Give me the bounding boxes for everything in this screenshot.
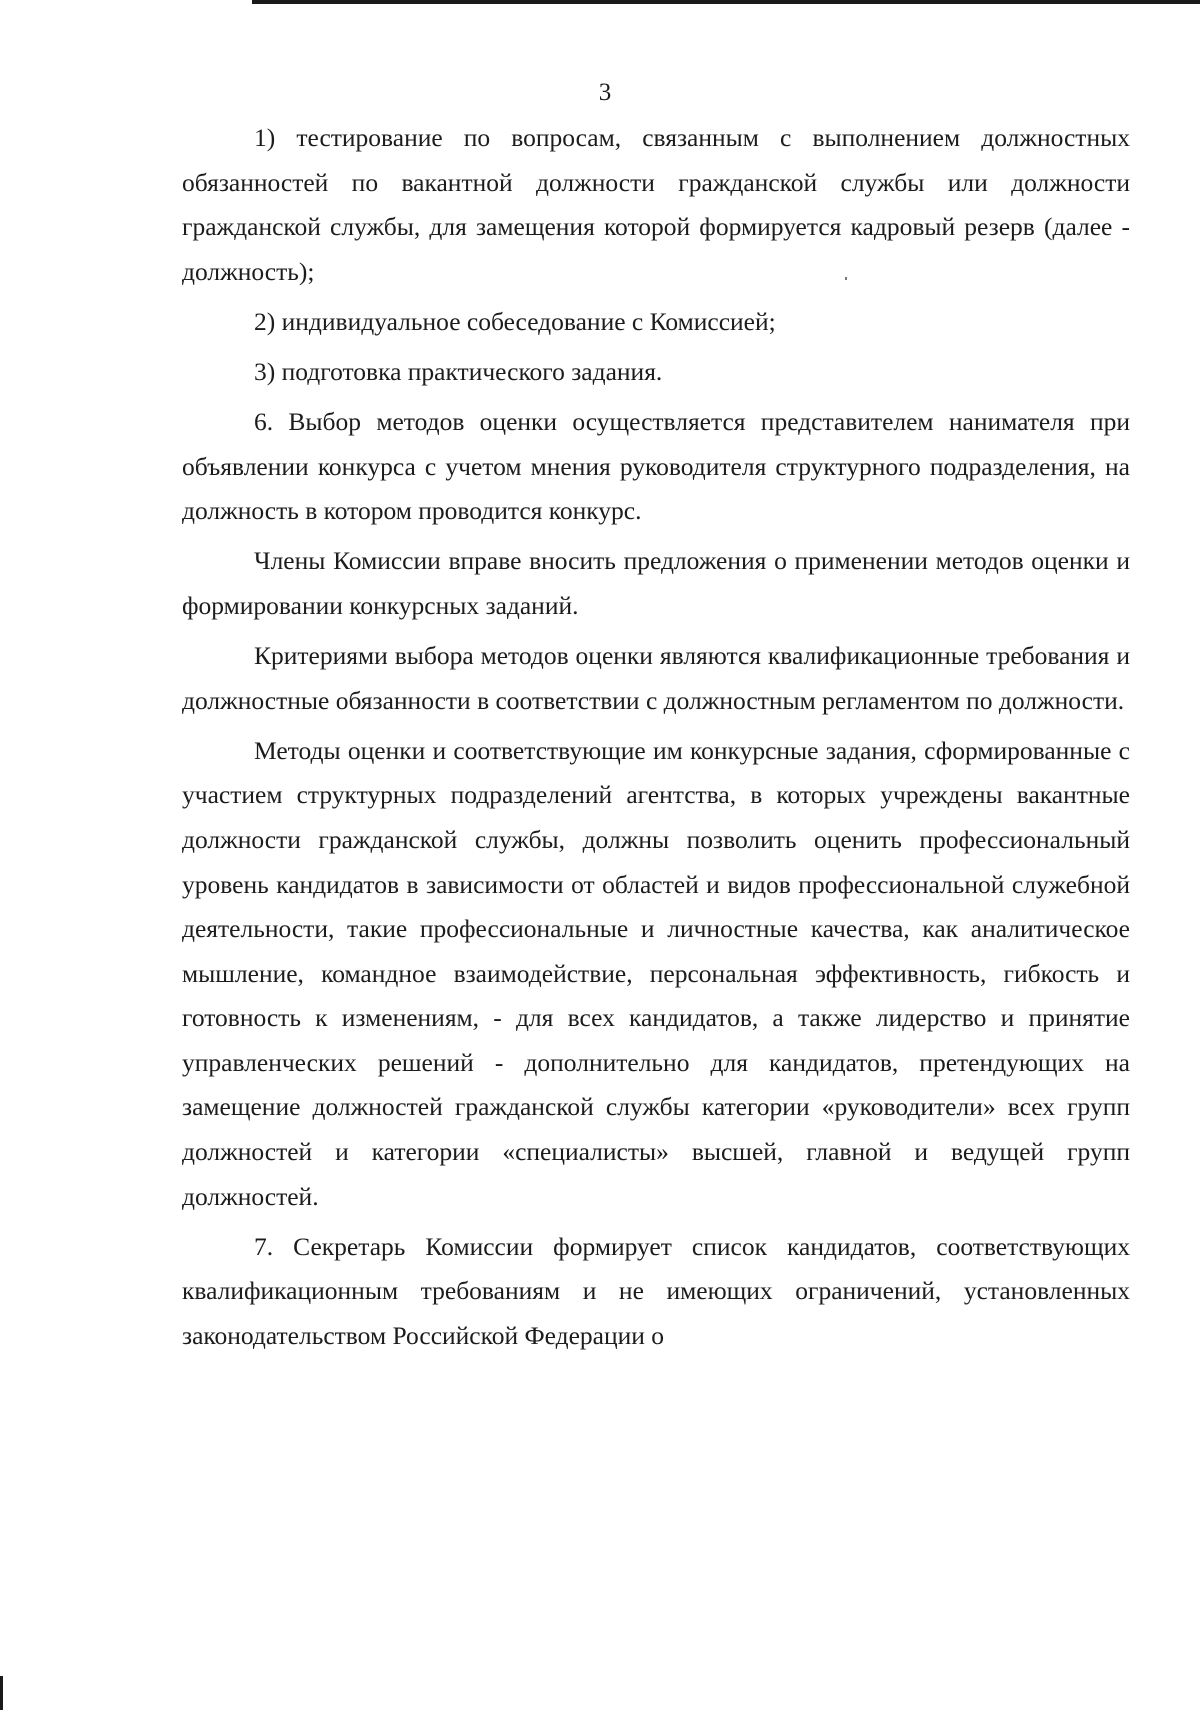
paragraph-assessment-methods: Методы оценки и соответствующие им конкурсные задания, сформированные с участием структурных подразделений агентства, в которых учреждены вакантные должности гражданской службы, должны позволить оценить профессиональный уровень кандидатов в зависимости от областей и видов профессиональной служебной деятельности, такие профессиональные и личностные качества, как аналитическое мышление, командное взаимодействие, персональная эффективность, гибкость и готовность к изменениям, - для всех кандидатов, а также лидерство и принятие управленческих решений - дополнительно для кандидатов, претендующих на замещение должностей гражданской службы категории «руководители» всех групп должностей и категории «специалисты» высшей, главной и ведущей групп должностей. <box>182 735 1130 1211</box>
clause-7-candidate-list: 7. Секретарь Комиссии формирует список кандидатов, соответствующих квалификационным требованиям и не имеющих ограничений, установленных законодательством Российской Федерации о <box>182 1231 1130 1350</box>
page-number: 3 <box>598 79 612 106</box>
scan-top-edge-line <box>252 0 1200 4</box>
clause-6-method-selection: 6. Выбор методов оценки осуществляется представителем нанимателя при объявлении конкурса с учетом мнения руководителя структурного подразделения, на должность в котором проводится конкурс. <box>182 407 1130 526</box>
paragraph-commission-proposals: Члены Комиссии вправе вносить предложения о применении методов оценки и формировании конкурсных заданий. <box>182 546 1130 620</box>
list-item-interview: 2) индивидуальное собеседование с Комиссией; <box>254 306 776 336</box>
paragraph-selection-criteria: Критериями выбора методов оценки являются квалификационные требования и должностные обязанности в соответствии с должностным регламентом по должности. <box>182 641 1130 715</box>
scan-left-edge-mark <box>0 1676 3 1710</box>
list-item-practical-task: 3) подготовка практического задания. <box>254 356 663 386</box>
list-item-testing: 1) тестирование по вопросам, связанным с выполнением должностных обязанностей по вакантной должности гражданской службы или должности гражданской службы, для замещения которой формируется кадровый резерв (далее - должность); <box>182 123 1130 286</box>
document-body <box>182 116 1130 1364</box>
